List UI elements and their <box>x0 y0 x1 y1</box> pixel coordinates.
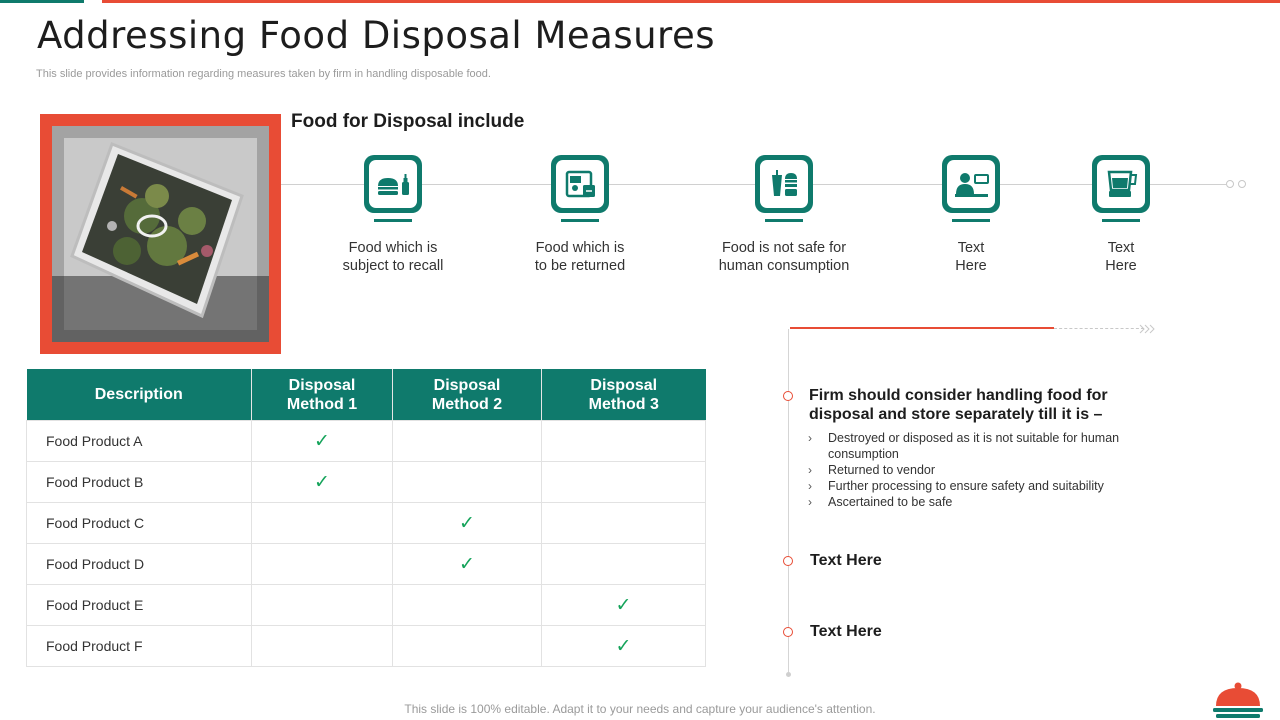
column-header-method-1: Disposal Method 1 <box>252 369 393 421</box>
checkmark-icon: ✓ <box>314 430 330 452</box>
disposal-methods-table <box>26 369 706 667</box>
product-name-cell: Food Product D <box>27 544 252 585</box>
top-accent-bar-red <box>102 0 1280 3</box>
method-3-cell <box>542 626 706 667</box>
method-1-cell <box>252 503 393 544</box>
timeline-end-dot <box>1238 180 1246 188</box>
list-item: › Returned to vendor <box>808 463 936 477</box>
panel-vertical-line <box>788 329 789 674</box>
column-header-method-2: Disposal Method 2 <box>393 369 542 421</box>
panel-dashed-line <box>1054 328 1144 329</box>
footer-note: This slide is 100% editable. Adapt it to your needs and capture your audience's attention. <box>404 702 876 716</box>
cloche-icon <box>1210 680 1266 720</box>
blender-icon <box>1097 160 1145 208</box>
icon-underline <box>765 219 803 222</box>
chevron-right-icon: › <box>808 495 812 509</box>
icon-underline <box>374 219 412 222</box>
food-item-label: Food is not safe for human consumption <box>718 240 850 274</box>
food-item-label: Food which is subject to recall <box>342 240 444 274</box>
return-box-icon <box>556 160 604 208</box>
food-section-heading: Food for Disposal include <box>291 111 525 132</box>
checkmark-icon: ✓ <box>459 512 475 534</box>
food-item-label: Text Here <box>955 240 987 274</box>
person-screen-icon <box>947 160 995 208</box>
slide-title: Addressing Food Disposal Measures <box>37 14 716 57</box>
method-3-cell <box>542 503 706 544</box>
method-1-cell <box>252 585 393 626</box>
slide-subtitle: This slide provides information regarding measures taken by firm in handling disposable food. <box>36 68 491 80</box>
table-row <box>27 462 706 503</box>
method-3-cell <box>542 462 706 503</box>
table-row <box>27 421 706 462</box>
chevron-right-icon: › <box>808 431 812 445</box>
timeline-end-dot <box>1226 180 1234 188</box>
product-name-cell: Food Product C <box>27 503 252 544</box>
top-accent-bar-teal <box>0 0 84 3</box>
icon-underline <box>561 219 599 222</box>
food-item-3 <box>755 155 813 213</box>
product-name-cell: Food Product E <box>27 585 252 626</box>
chevron-arrows-icon <box>1138 323 1158 335</box>
method-1-cell <box>252 544 393 585</box>
method-2-cell <box>393 421 542 462</box>
table-row <box>27 503 706 544</box>
method-2-cell <box>393 544 542 585</box>
chevron-right-icon: › <box>808 463 812 477</box>
food-item-label: Food which is to be returned <box>534 240 626 274</box>
panel-node-2 <box>783 556 793 566</box>
drink-burger-icon <box>760 160 808 208</box>
table-row <box>27 585 706 626</box>
panel-text-here-1: Text Here <box>810 552 882 569</box>
column-header-method-3: Disposal Method 3 <box>542 369 706 421</box>
list-item: › Further processing to ensure safety and suitability <box>808 479 1104 493</box>
panel-text-here-2: Text Here <box>810 623 882 640</box>
photo-frame <box>40 114 281 354</box>
salad-bowl-photo <box>52 126 269 342</box>
method-3-cell <box>542 421 706 462</box>
icon-underline <box>952 219 990 222</box>
food-item-1 <box>364 155 422 213</box>
food-item-5 <box>1092 155 1150 213</box>
list-item: › Ascertained to be safe <box>808 495 953 509</box>
food-item-2 <box>551 155 609 213</box>
checkmark-icon: ✓ <box>314 471 330 493</box>
method-1-cell <box>252 421 393 462</box>
panel-heading: Firm should consider handling food for disposal and store separately till it is – <box>809 387 1108 423</box>
panel-end-dot <box>786 672 791 677</box>
table-header-row <box>27 369 706 421</box>
method-2-cell <box>393 626 542 667</box>
method-2-cell <box>393 585 542 626</box>
method-2-cell <box>393 462 542 503</box>
checkmark-icon: ✓ <box>615 594 632 616</box>
checkmark-icon: ✓ <box>459 553 475 575</box>
table-row <box>27 544 706 585</box>
chevron-right-icon: › <box>808 479 812 493</box>
list-item: › Destroyed or disposed as it is not suitable for human consumption <box>808 431 1120 461</box>
panel-node-1 <box>783 391 793 401</box>
method-1-cell <box>252 626 393 667</box>
panel-node-3 <box>783 627 793 637</box>
icon-timeline-line <box>281 184 1226 185</box>
burger-drink-icon <box>369 160 417 208</box>
table-body <box>27 421 706 667</box>
method-1-cell <box>252 462 393 503</box>
food-item-label: Text Here <box>1105 240 1137 274</box>
icon-underline <box>1102 219 1140 222</box>
method-3-cell <box>542 585 706 626</box>
product-name-cell: Food Product A <box>27 421 252 462</box>
column-header-description: Description <box>27 369 252 421</box>
product-name-cell: Food Product F <box>27 626 252 667</box>
method-3-cell <box>542 544 706 585</box>
checkmark-icon: ✓ <box>615 635 632 657</box>
panel-bullet-list <box>808 430 1148 510</box>
method-2-cell <box>393 503 542 544</box>
table-row <box>27 626 706 667</box>
product-name-cell: Food Product B <box>27 462 252 503</box>
food-item-4 <box>942 155 1000 213</box>
panel-accent-line <box>790 327 1054 329</box>
